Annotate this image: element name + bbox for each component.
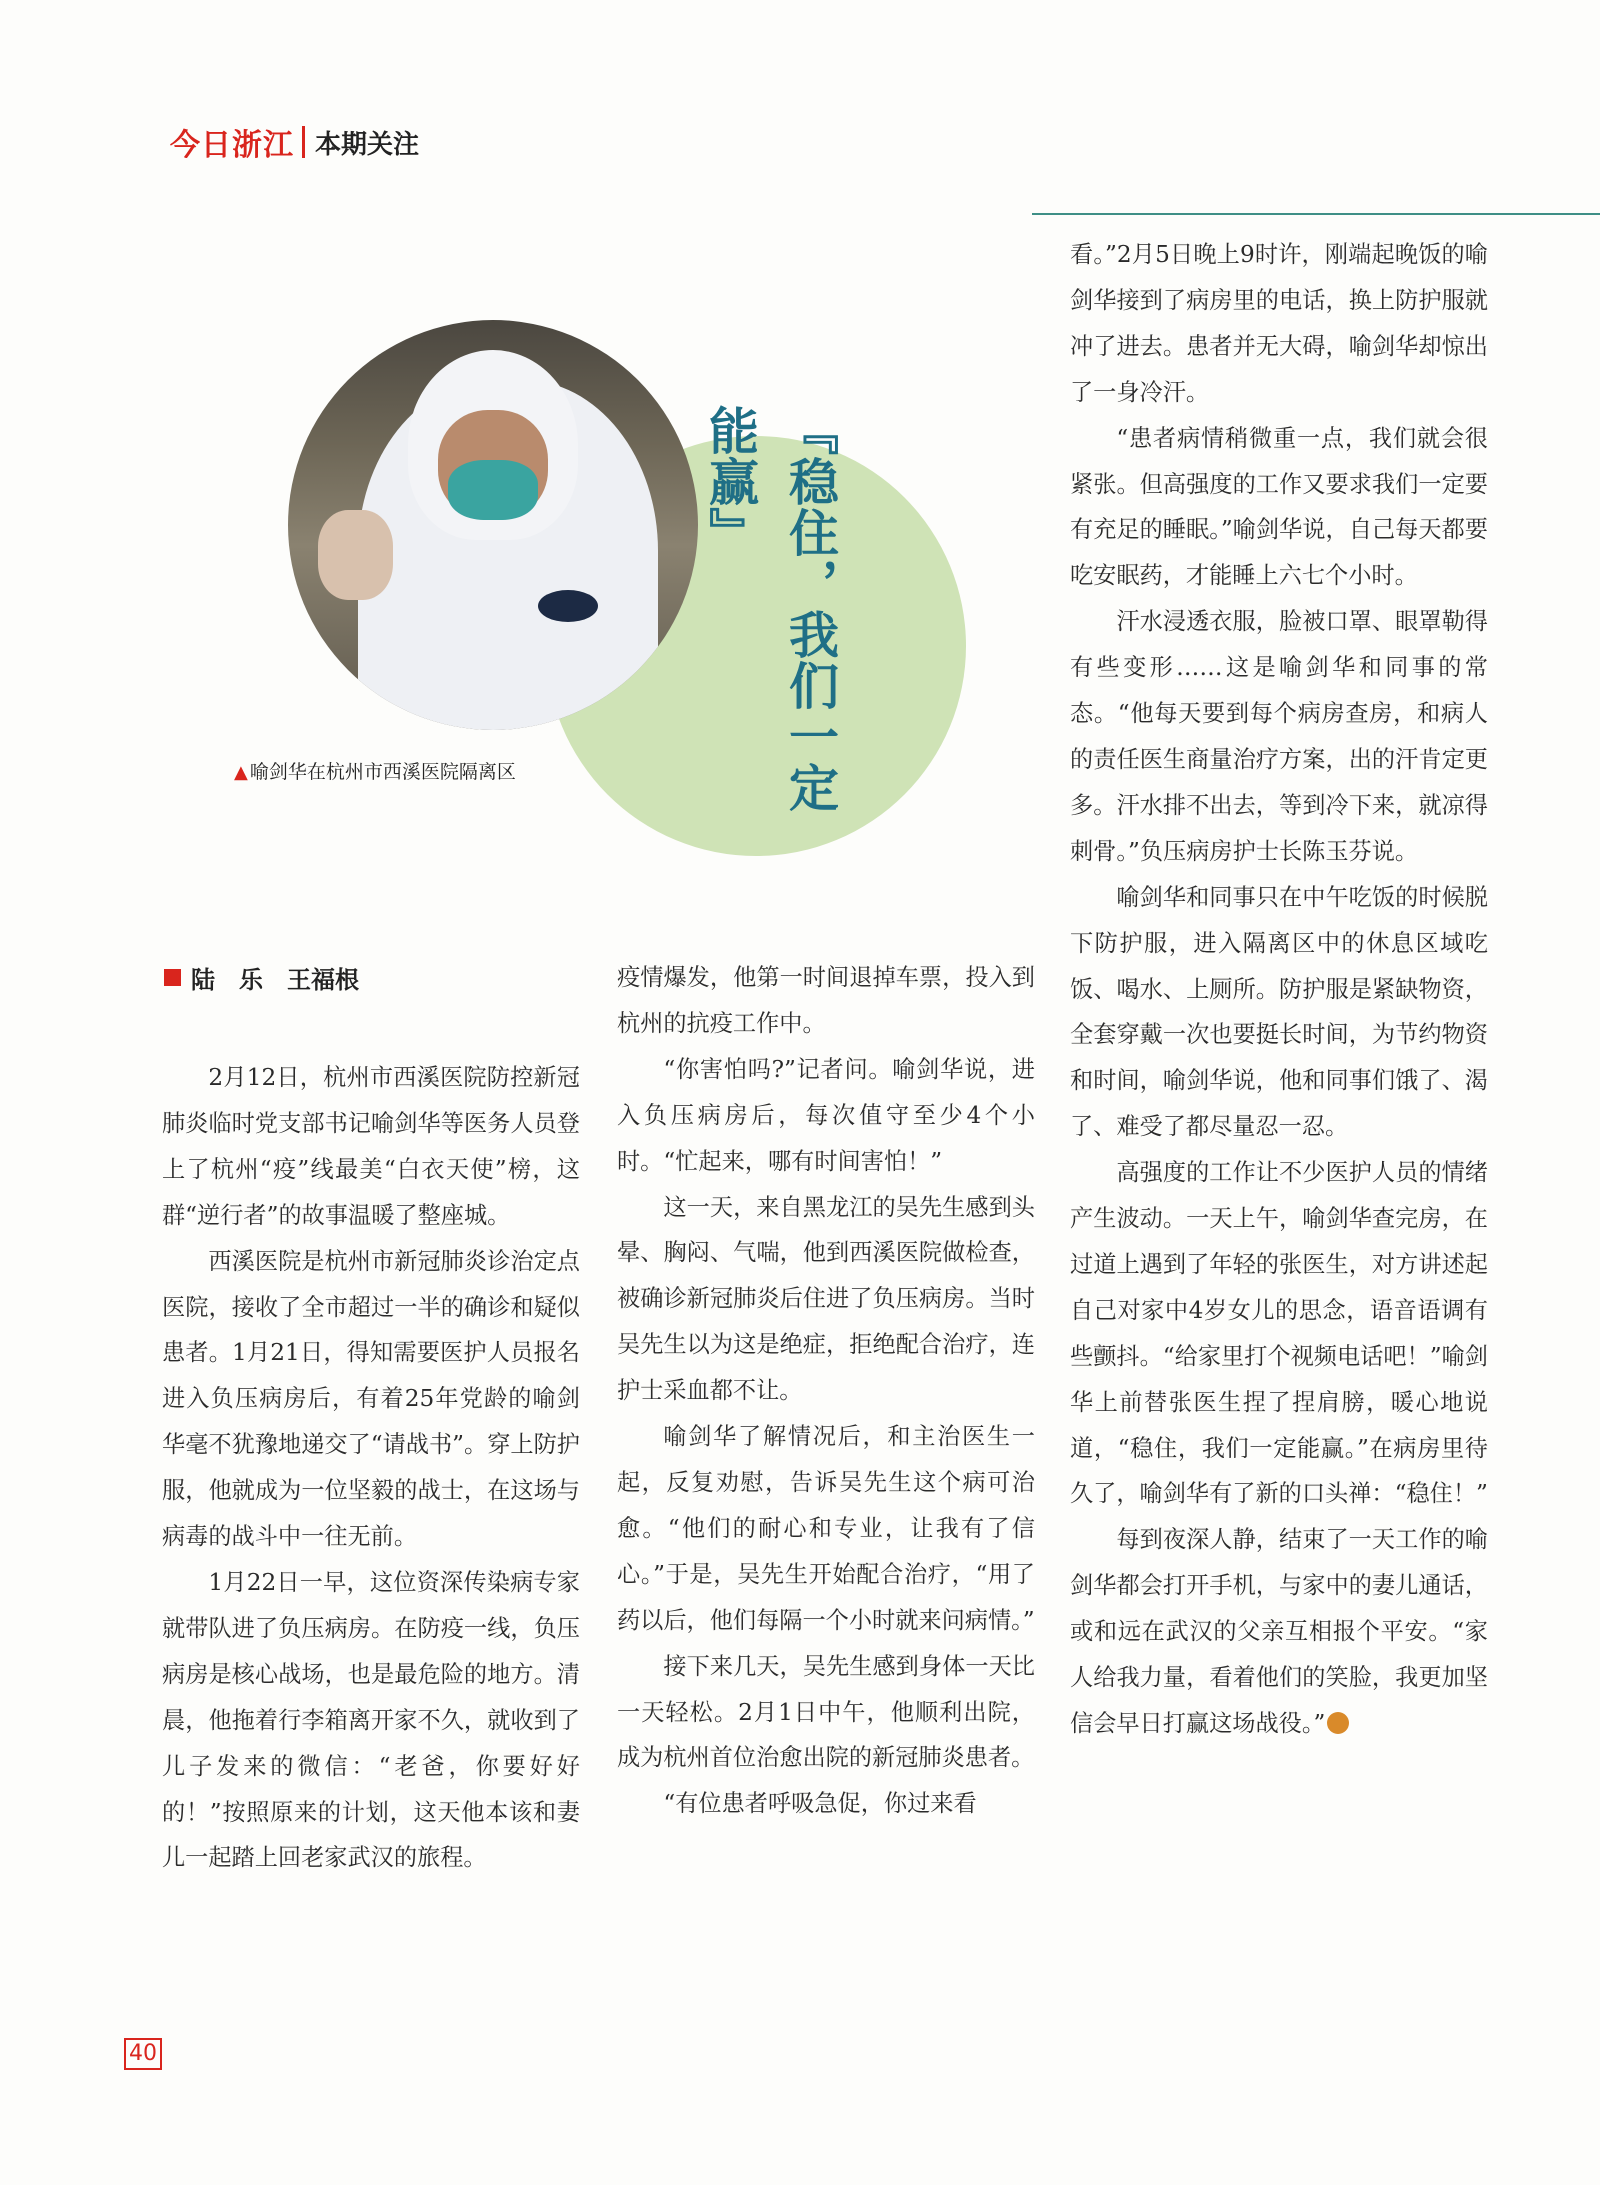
paragraph: 疫情爆发，他第一时间退掉车票，投入到杭州的抗疫工作中。 <box>617 964 1035 1037</box>
page-header <box>170 124 420 163</box>
column-2 <box>617 955 1035 1827</box>
magazine-logo: 今日浙江 <box>170 128 294 163</box>
author-names: 陆 乐 王福根 <box>191 966 359 994</box>
header-divider <box>302 126 305 158</box>
paragraph: 接下来几天，吴先生感到身体一天比一天轻松。2月1日中午，他顺利出院，成为杭州首位治愈出院的新冠肺炎患者。 <box>617 1652 1035 1772</box>
square-marker-icon <box>164 969 181 986</box>
paragraph: 喻剑华了解情况后，和主治医生一起，反复劝慰，告诉吴先生这个病可治愈。“他们的耐心和专业，让我有了信心。”于是，吴先生开始配合治疗，“用了药以后，他们每隔一个小时就来问病情。” <box>617 1423 1035 1634</box>
paragraph: “患者病情稍微重一点，我们就会很紧张。但高强度的工作又要求我们一定要有充足的睡眠。”喻剑华说，自己每天都要吃安眠药，才能睡上六七个小时。 <box>1070 424 1488 590</box>
paragraph: 西溪医院是杭州市新冠肺炎诊治定点医院，接收了全市超过一半的确诊和疑似患者。1月21日，得知需要医护人员报名进入负压病房后，有着25年党龄的喻剑华毫不犹豫地递交了“请战书”。穿上防护服，他就成为一位坚毅的战士，在这场与病毒的战斗中一往无前。 <box>162 1247 580 1551</box>
paragraph: “有位患者呼吸急促，你过来看 <box>663 1790 977 1818</box>
doctor-photo <box>288 320 698 730</box>
paragraph: 汗水浸透衣服，脸被口罩、眼罩勒得有些变形……这是喻剑华和同事的常态。“他每天要到每个病房查房，和病人的责任医生商量治疗方案，出的汗肯定更多。汗水排不出去，等到冷下来，就凉得刺骨。”负压病房护士长陈玉芬说。 <box>1070 608 1488 865</box>
column-3 <box>1070 232 1488 1747</box>
photo-caption: ▲ 喻剑华在杭州市西溪医院隔离区 <box>234 761 516 783</box>
top-rule <box>1032 213 1600 215</box>
article-title: 『稳住，我们一定能赢』 <box>701 405 839 813</box>
byline <box>164 960 359 995</box>
paragraph: 喻剑华和同事只在中午吃饭的时候脱下防护服，进入隔离区中的休息区域吃饭、喝水、上厕所。防护服是紧缺物资，全套穿戴一次也要挺长时间，为节约物资和时间，喻剑华说，他和同事们饿了、渴了、难受了都尽量忍一忍。 <box>1070 883 1488 1141</box>
paragraph: “你害怕吗?”记者问。喻剑华说，进入负压病房后，每次值守至少4个小时。“忙起来，哪有时间害怕！” <box>617 1055 1035 1175</box>
paragraph: 高强度的工作让不少医护人员的情绪产生波动。一天上午，喻剑华查完房，在过道上遇到了年轻的张医生，对方讲述起自己对家中4岁女儿的思念，语音语调有些颤抖。“给家里打个视频电话吧！”喻剑华上前替张医生捏了捏肩膀，暖心地说道，“稳住，我们一定能赢。”在病房里待久了，喻剑华有了新的口头禅：“稳住！” <box>1070 1159 1488 1508</box>
paragraph: 2月12日，杭州市西溪医院防控新冠肺炎临时党支部书记喻剑华等医务人员登上了杭州“疫”线最美“白衣天使”榜，这群“逆行者”的故事温暖了整座城。 <box>162 1064 580 1229</box>
paragraph: 看。”2月5日晚上9时许，刚端起晚饭的喻剑华接到了病房里的电话，换上防护服就冲了进去。患者并无大碍，喻剑华却惊出了一身冷汗。 <box>1070 241 1488 406</box>
triangle-icon: ▲ <box>234 762 248 783</box>
section-name: 本期关注 <box>315 129 420 160</box>
paragraph: 这一天，来自黑龙江的吴先生感到头晕、胸闷、气喘，他到西溪医院做检查，被确诊新冠肺炎后住进了负压病房。当时吴先生以为这是绝症，拒绝配合治疗，连护士采血都不让。 <box>617 1193 1035 1405</box>
page-number: 40 <box>124 2038 162 2070</box>
column-1 <box>162 1055 580 1881</box>
paragraph: 每到夜深人静，结束了一天工作的喻剑华都会打开手机，与家中的妻儿通话，或和远在武汉的父亲互相报个平安。“家人给我力量，看着他们的笑脸，我更加坚信会早日打赢这场战役。” <box>1070 1526 1488 1737</box>
paragraph: 1月22日一早，这位资深传染病专家就带队进了负压病房。在防疫一线，负压病房是核心战场，也是最危险的地方。清晨，他拖着行李箱离开家不久，就收到了儿子发来的微信：“老爸，你要好好的！”按照原来的计划，这天他本该和妻儿一起踏上回老家武汉的旅程。 <box>162 1568 580 1872</box>
end-mark-icon <box>1327 1712 1349 1734</box>
